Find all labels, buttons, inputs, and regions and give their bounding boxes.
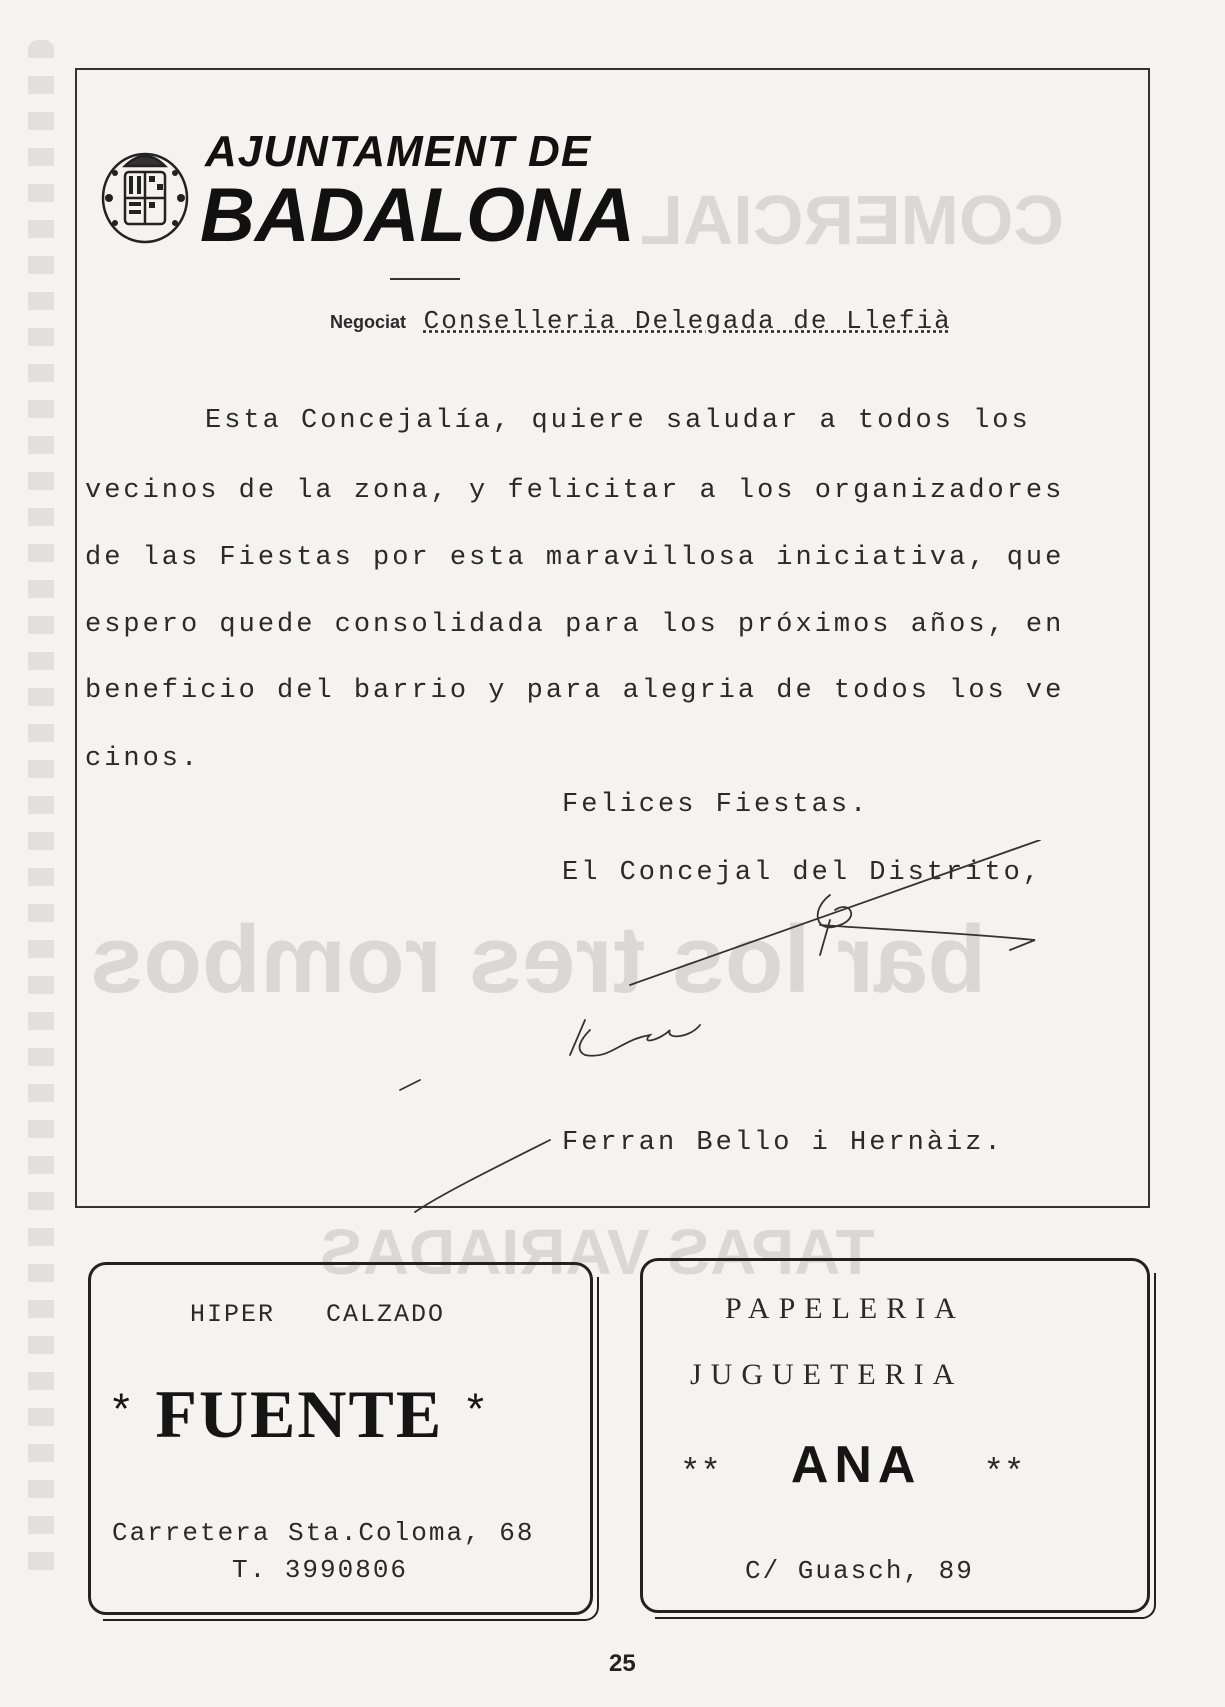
bleed-through: COMERCIAL <box>640 181 1064 259</box>
ad-category: PAPELERIA <box>725 1292 965 1325</box>
decorative-border <box>28 40 54 1580</box>
page-number: 25 <box>609 1650 636 1677</box>
ad-phone: T. 3990806 <box>232 1555 409 1585</box>
greeting: Felices Fiestas. <box>562 790 870 820</box>
bleed-through: TAPAS VARIADAS <box>320 1216 875 1288</box>
letter-line: cinos. <box>85 744 201 774</box>
letter-line: de las Fiestas por esta maravillosa iniciativa, que <box>85 543 1065 573</box>
signer-name: Ferran Bello i Hernàiz. <box>562 1128 1004 1158</box>
department-value: Conselleria Delegada de Llefià <box>423 306 952 336</box>
divider <box>390 278 460 280</box>
department-label: Negociat <box>330 312 407 332</box>
business-name: FUENTE <box>155 1376 444 1452</box>
department-line <box>330 306 952 336</box>
star-icon: * <box>462 1389 491 1439</box>
coat-of-arms-icon <box>95 138 195 248</box>
org-name-line1: AJUNTAMENT DE <box>205 127 592 176</box>
letter-line: espero quede consolidada para los próximos años, en <box>85 610 1065 640</box>
signature <box>390 840 1070 1220</box>
ad-business-name <box>680 1435 1120 1495</box>
star-icon: ** <box>680 1455 721 1493</box>
business-name: ANA <box>790 1436 922 1494</box>
letter-line: beneficio del barrio y para alegria de todos los ve <box>85 676 1065 706</box>
signer-title: El Concejal del Distrito, <box>562 858 1043 888</box>
star-icon: ** <box>983 1455 1025 1493</box>
ad-address: C/ Guasch, 89 <box>745 1556 974 1586</box>
star-icon: * <box>108 1389 137 1439</box>
ad-address: Carretera Sta.Coloma, 68 <box>112 1518 535 1548</box>
ad-category: HIPER CALZADO <box>190 1300 446 1329</box>
org-name-line2: BADALONA <box>200 173 635 258</box>
ad-business-name <box>108 1375 491 1454</box>
bleed-through: bar los tres rombos <box>90 906 987 1013</box>
ad-category: JUGUETERIA <box>690 1358 964 1391</box>
letter-line: Esta Concejalía, quiere saludar a todos los <box>205 406 1031 436</box>
letter-line: vecinos de la zona, y felicitar a los organizadores <box>85 476 1065 506</box>
